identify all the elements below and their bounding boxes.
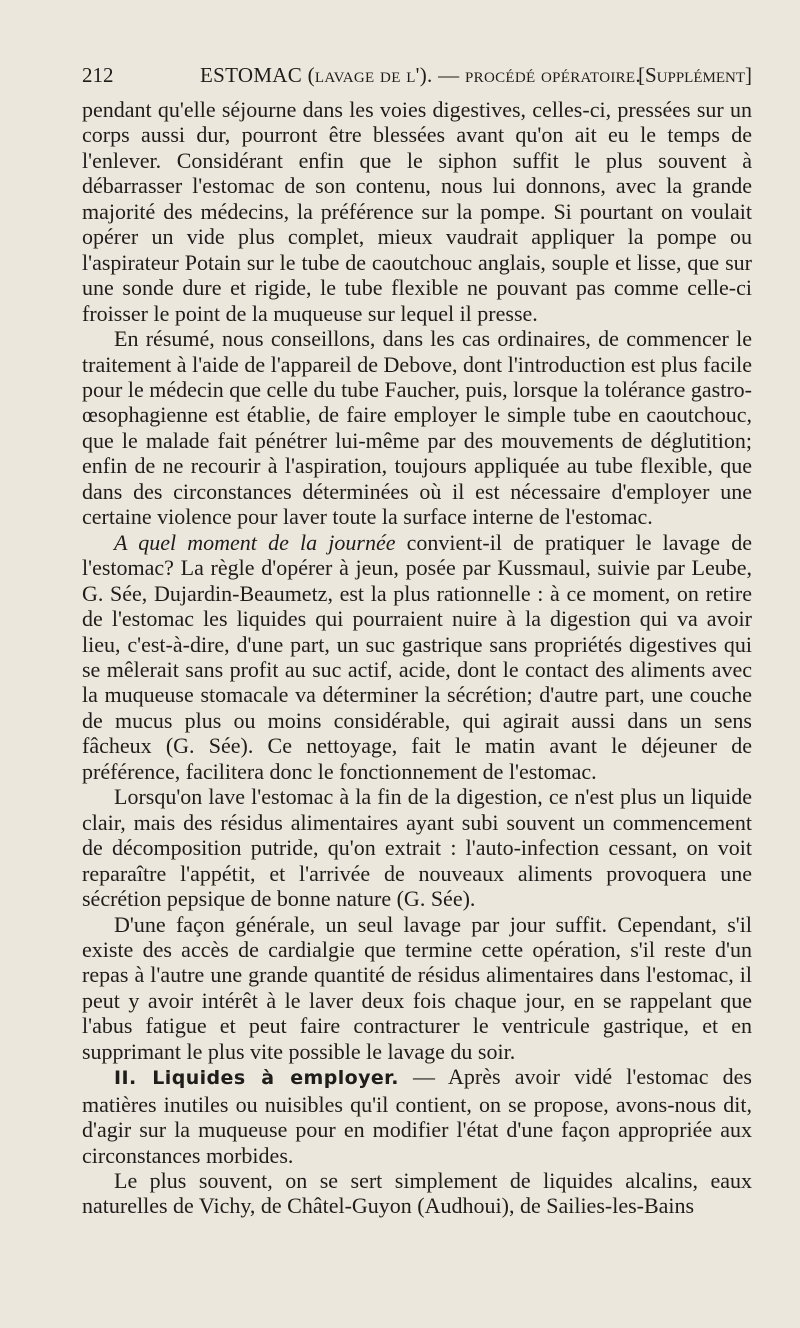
running-head — [82, 60, 752, 90]
section-heading: II. Liquides à employer. — [114, 1067, 399, 1090]
paragraph-continuation: pendant qu'elle séjourne dans les voies digestives, celles-ci, pressées sur un corps aussi dur, pourront être blessées avant qu'on ait eu le temps de l'enlever. Considérant enfin que le siphon suffit le plus souvent à débarrasser l'estomac de son contenu, nous lui donnons, avec la grande majorité des médecins, la préférence sur la pompe. Si pourtant on voulait opérer un vide plus complet, mieux vaudrait appliquer la pompe ou l'aspirateur Potain sur le tube de caoutchouc anglais, souple et lisse, que sur une sonde dure et rigide, le tube flexible ne pouvant pas comme celle-ci froisser le point de la muqueuse sur lequel il presse. — [82, 97, 752, 326]
paragraph-moment — [82, 530, 752, 785]
page-number: 212 — [82, 63, 114, 87]
running-title-smallcaps: lavage de l' — [314, 63, 420, 87]
running-section: [Supplément] — [637, 63, 752, 87]
paragraph-fin-digestion: Lorsqu'on lave l'estomac à la fin de la digestion, ce n'est plus un liquide clair, mais des résidus alimentaires ayant subi souvent un commencement de décomposition putride, qu'on extrait : l'auto-infection cessant, on voit reparaître l'appétit, et l'arrivée de nouveaux aliments provoquera une sécrétion pepsique de bonne nature (G. Sée). — [82, 784, 752, 912]
paragraph-facon-generale: D'une façon générale, un seul lavage par jour suffit. Cependant, s'il existe des accès de cardialgie que termine cette opération, s'il reste d'un repas à l'autre une grande quantité de résidus alimentaires dans l'estomac, il peut y avoir intérêt à le laver deux fois chaque jour, en se rappelant que l'abus fatigue et peut faire contracturer le ventricule gastrique, et en supprimant le plus vite possible le lavage du soir. — [82, 911, 752, 1064]
paragraph-moment-text: convient-il de pratiquer le lavage de l'estomac? La règle d'opérer à jeun, posée par Kussmaul, suivie par Leube, G. Sée, Dujardin-Beaumetz, est la plus rationnelle : à ce moment, on retire de l'estomac les liquides qui pourraient nuire à la digestion qui va avoir lieu, c'est-à-dire, d'une part, un suc gastrique sans propriétés digestives qui se mêlerait sans profit au suc actif, acide, dont le contact des aliments avec la muqueuse stomacale va déterminer la sécrétion; d'autre part, une couche de mucus plus ou moins considérable, qui agirait aussi dans un sens fâcheux (G. Sée). Ce nettoyage, fait le matin avant le déjeuner de préférence, facilitera donc le fonctionnement de l'estomac. — [82, 529, 752, 784]
body-text — [82, 97, 752, 1219]
running-title-main: ESTOMAC ( — [200, 63, 315, 87]
paragraph-resume: En résumé, nous conseillons, dans les cas ordinaires, de commencer le traitement à l'aide de l'appareil de Debove, dont l'introduction est plus facile pour le médecin que celle du tube Faucher, puis, lorsque la tolérance gastro-œsophagienne est établie, de faire employer le simple tube en caoutchouc, que le malade fait pénétrer lui-même par des mouvements de déglutition; enfin de ne recourir à l'aspiration, toujours appliquée au tube flexible, que dans des circonstances déterminées où il est nécessaire d'employer une certaine violence pour laver toute la surface interne de l'estomac. — [82, 326, 752, 530]
paragraph-liquides — [82, 1064, 752, 1168]
paragraph-liquides-text: — Après avoir vidé l'estomac des matières inutiles ou nuisibles qu'il contient, on se propose, avons-nous dit, d'agir sur la muqueuse pour en modifier l'état d'une façon appropriée aux circonstances morbides. — [82, 1064, 752, 1168]
italic-phrase: A quel moment de la journée — [114, 529, 396, 555]
paragraph-plus-souvent: Le plus souvent, on se sert simplement de liquides alcalins, eaux naturelles de Vichy, de Châtel-Guyon (Audhoui), de Sailies-les-Bains — [82, 1168, 752, 1219]
running-title-tail: ). — procédé opératoire. — [419, 63, 641, 87]
running-title — [200, 60, 641, 90]
